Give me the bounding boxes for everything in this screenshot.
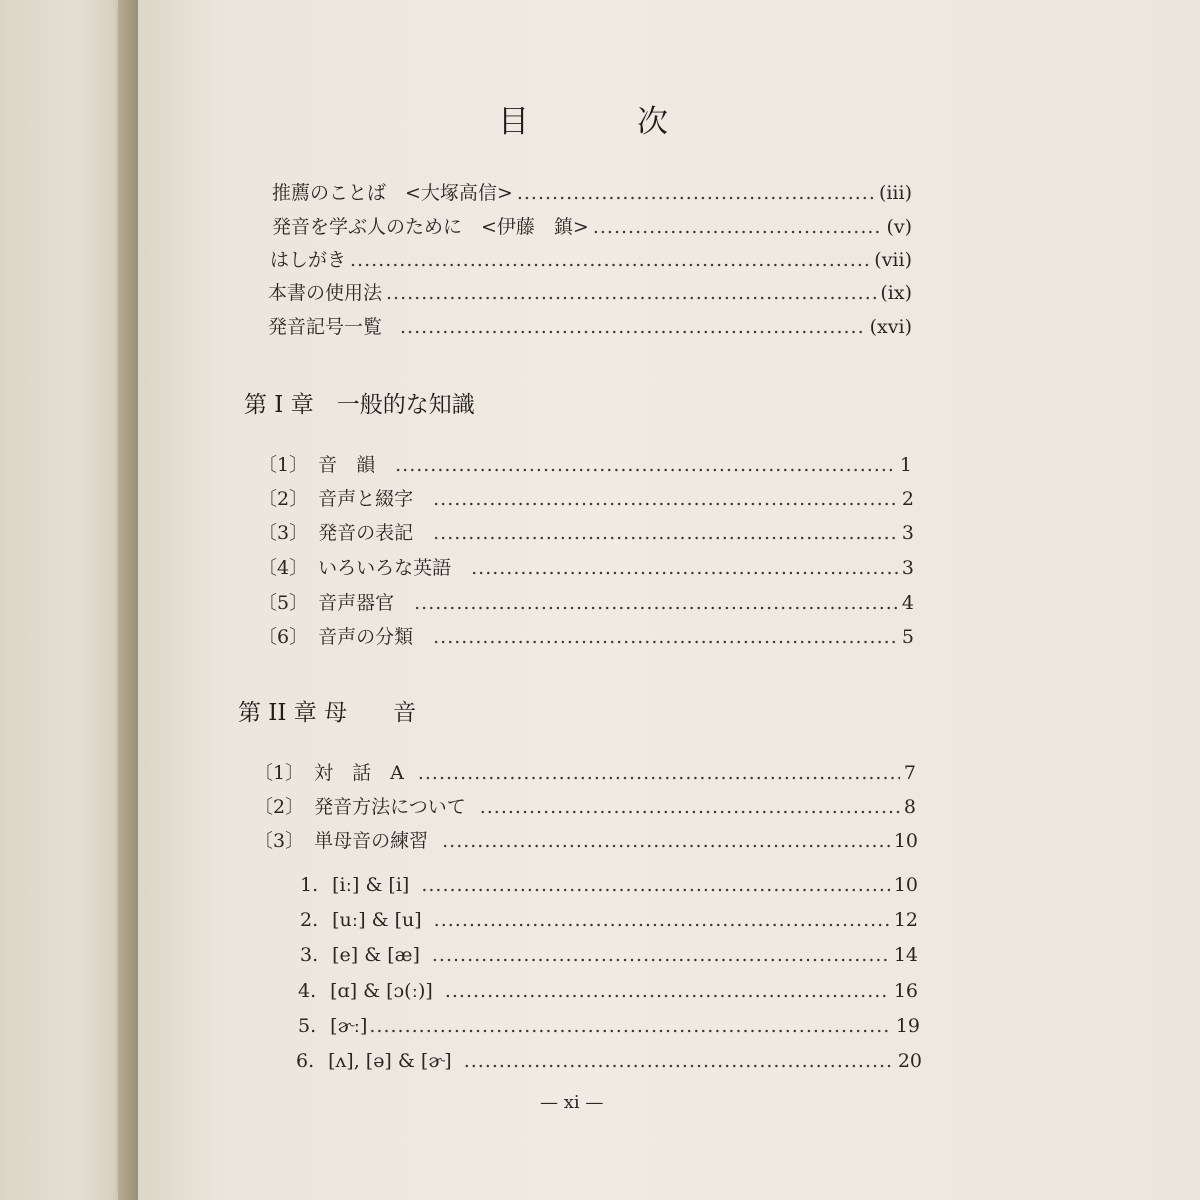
toc-number: 〔3〕 — [254, 830, 305, 852]
toc-entry — [254, 826, 918, 853]
toc-label: 単母音の練習 — [314, 830, 429, 852]
toc-entry-label — [254, 758, 404, 785]
toc-entry-label — [258, 553, 451, 580]
toc-label: 対 話 A — [314, 762, 404, 784]
toc-page: 16 — [893, 980, 918, 1002]
leader-dots — [433, 626, 898, 648]
leader-dots — [433, 488, 898, 510]
toc-page: 12 — [893, 909, 918, 931]
toc-number: 3. — [300, 944, 319, 966]
toc-label: [iː] & [i] — [332, 874, 410, 896]
toc-subentry — [296, 1050, 922, 1072]
toc-entry-label — [258, 588, 394, 615]
toc-label: 推薦のことば <大塚高信> — [272, 182, 513, 204]
toc-entry-label — [254, 826, 428, 853]
leader-dots — [350, 249, 870, 271]
page-title — [498, 96, 668, 141]
toc-page: 19 — [895, 1015, 920, 1037]
toc-entry-front — [272, 212, 912, 239]
toc-number: 〔3〕 — [258, 522, 309, 544]
left-page-edge — [0, 0, 130, 1200]
leader-dots — [442, 830, 890, 852]
toc-label: [e] & [æ] — [332, 944, 420, 966]
toc-label: 音 韻 — [318, 454, 376, 476]
toc-number: 〔6〕 — [258, 626, 309, 648]
toc-entry — [258, 450, 912, 477]
toc-subentry-label — [298, 1015, 367, 1037]
toc-entry — [254, 792, 916, 819]
leader-dots — [400, 316, 866, 338]
toc-entry-front — [268, 278, 912, 305]
toc-entry — [258, 622, 914, 649]
toc-subentry — [300, 944, 918, 966]
leader-dots — [434, 909, 890, 931]
toc-page: (xvi) — [869, 316, 912, 338]
toc-subentry-label — [300, 909, 422, 931]
toc-entry — [258, 484, 914, 511]
toc-entry-label — [258, 518, 413, 545]
toc-number: 4. — [298, 980, 317, 1002]
toc-label: 音声と綴字 — [318, 488, 414, 510]
leader-dots — [517, 182, 875, 204]
toc-page: 5 — [901, 626, 914, 648]
toc-subentry-label — [296, 1050, 452, 1072]
title-char-1: 目 — [498, 104, 529, 140]
leader-dots — [593, 216, 883, 238]
leader-dots — [471, 557, 898, 579]
toc-entry — [254, 758, 916, 785]
toc-page: 4 — [901, 592, 914, 614]
toc-page: 10 — [893, 874, 918, 896]
toc-page: 3 — [901, 557, 914, 579]
toc-entry-front — [268, 312, 912, 339]
toc-number: 2. — [300, 909, 319, 931]
toc-entry-label — [254, 792, 466, 819]
toc-entry — [258, 518, 914, 545]
toc-label: いろいろな英語 — [318, 557, 452, 579]
toc-number: 〔4〕 — [258, 557, 309, 579]
toc-label: 発音方法について — [314, 796, 466, 818]
toc-number: 〔1〕 — [258, 454, 309, 476]
toc-page: 3 — [901, 522, 914, 544]
toc-subentry — [298, 1015, 920, 1037]
toc-number: 5. — [298, 1015, 317, 1037]
toc-entry-label — [258, 622, 413, 649]
leader-dots — [395, 454, 896, 476]
toc-entry-label — [258, 450, 375, 477]
toc-page: 20 — [897, 1050, 922, 1072]
leader-dots — [418, 762, 900, 784]
toc-entry — [258, 553, 914, 580]
toc-label: 発音の表記 — [318, 522, 414, 544]
toc-entry-front — [270, 245, 912, 272]
toc-page: 1 — [899, 454, 912, 476]
leader-dots — [369, 1015, 891, 1037]
toc-page: 10 — [893, 830, 918, 852]
toc-label: 音声器官 — [318, 592, 395, 614]
toc-page: 2 — [901, 488, 914, 510]
page-number: — xi — — [540, 1092, 604, 1113]
toc-label: [ɑ] & [ɔ(ː)] — [330, 980, 433, 1002]
toc-subentry — [300, 874, 918, 896]
leader-dots — [445, 980, 890, 1002]
leader-dots — [433, 522, 898, 544]
toc-subentry-label — [300, 944, 420, 966]
toc-label: 音声の分類 — [318, 626, 414, 648]
leader-dots — [480, 796, 900, 818]
toc-number: 6. — [296, 1050, 315, 1072]
leader-dots — [421, 874, 889, 896]
toc-entry-label — [258, 484, 413, 511]
toc-number: 〔1〕 — [254, 762, 305, 784]
leader-dots — [414, 592, 898, 614]
toc-entry — [258, 588, 914, 615]
toc-page: 8 — [903, 796, 916, 818]
toc-label: [uː] & [u] — [332, 909, 422, 931]
toc-label: 発音を学ぶ人のために <伊藤 鎮> — [272, 216, 589, 238]
toc-page: (v) — [886, 216, 912, 238]
toc-subentry — [300, 909, 918, 931]
toc-number: 〔2〕 — [258, 488, 309, 510]
toc-label: はしがき — [270, 249, 347, 271]
toc-label: 発音記号一覧 — [268, 316, 383, 338]
toc-subentry-label — [300, 874, 409, 896]
toc-page: (vii) — [874, 249, 912, 271]
toc-page: (iii) — [878, 182, 912, 204]
toc-label: [ʌ], [ə] & [ɚ] — [328, 1050, 452, 1072]
toc-page: (ix) — [880, 282, 912, 304]
toc-entry-front — [272, 178, 912, 205]
toc-page: 14 — [893, 944, 918, 966]
toc-subentry-label — [298, 980, 433, 1002]
toc-page: 7 — [903, 762, 916, 784]
toc-label: 本書の使用法 — [268, 282, 383, 304]
leader-dots — [386, 282, 876, 304]
leader-dots — [464, 1050, 894, 1072]
chapter-2-heading: 第 II 章 母 音 — [238, 700, 417, 726]
chapter-1-heading: 第 I 章 一般的な知識 — [244, 392, 475, 418]
toc-subentry — [298, 980, 918, 1002]
toc-number: 〔5〕 — [258, 592, 309, 614]
toc-number: 〔2〕 — [254, 796, 305, 818]
leader-dots — [432, 944, 890, 966]
toc-number: 1. — [300, 874, 319, 896]
toc-label: [ɚː] — [330, 1015, 368, 1037]
title-char-2: 次 — [637, 104, 668, 140]
